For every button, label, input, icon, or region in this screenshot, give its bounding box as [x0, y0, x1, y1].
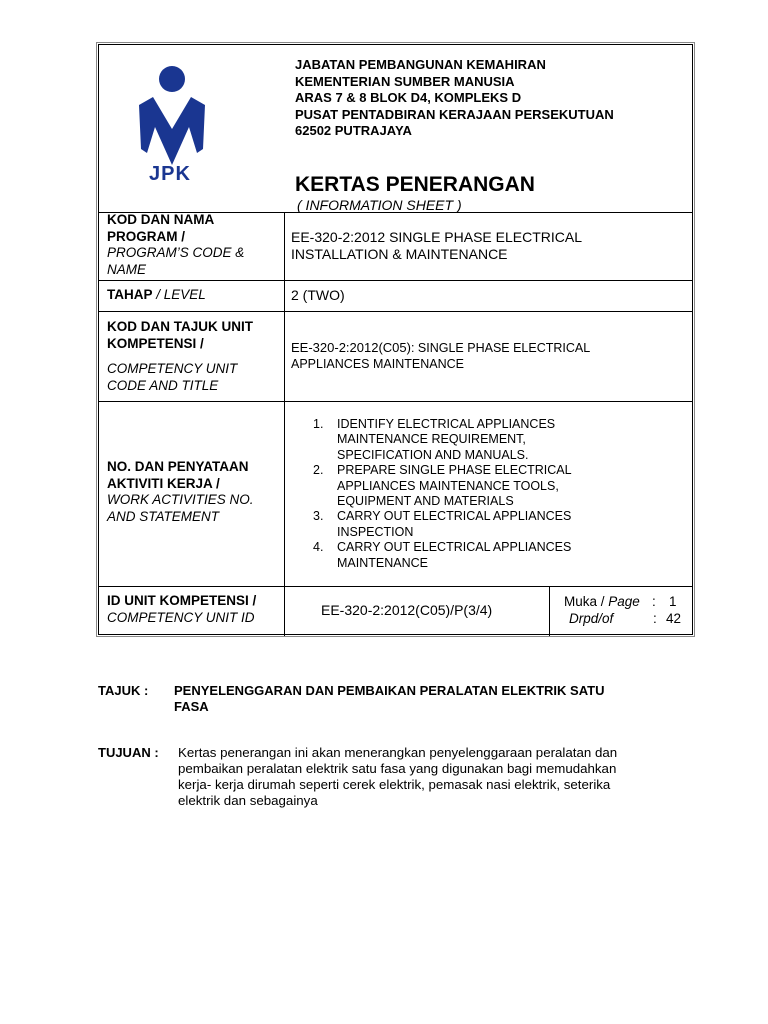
page-separator: : — [652, 594, 656, 609]
work-activities-list — [313, 417, 613, 571]
information-sheet-table — [98, 44, 693, 635]
competency-code: EE-320-2:2012(C05) — [291, 340, 411, 355]
competency-title-line: APPLIANCES MAINTENANCE — [291, 356, 464, 371]
tujuan-line: pembaikan peralatan elektrik satu fasa yang digunakan bagi memudahkan — [178, 761, 617, 776]
item-line: IDENTIFY ELECTRICAL APPLIANCES — [337, 417, 556, 431]
program-label — [107, 212, 244, 278]
tujuan-line: elektrik dan sebagainya — [178, 793, 318, 808]
org-line: KEMENTERIAN SUMBER MANUSIA — [295, 73, 515, 89]
of-label: Drpd/of — [569, 611, 614, 626]
column-divider — [284, 212, 285, 636]
logo-text: JPK — [149, 163, 191, 185]
document-title: KERTAS PENERANGAN — [295, 173, 535, 196]
divider — [99, 311, 692, 312]
program-value-line: INSTALLATION & MAINTENANCE — [291, 246, 508, 262]
item-number: 2. — [313, 463, 324, 478]
unit-id-label-bold: ID UNIT KOMPETENSI / — [107, 593, 257, 608]
competency-label-italic-1: COMPETENCY UNIT — [107, 361, 238, 376]
activities-label — [107, 459, 254, 525]
org-line: ARAS 7 & 8 BLOK D4, KOMPLEKS D — [295, 90, 522, 105]
tajuk-line: PENYELENGGARAN DAN PEMBAIKAN PERALATAN ELEKTRIK SATU — [174, 683, 605, 698]
page-label-italic: Page — [608, 594, 640, 609]
document-subtitle: ( INFORMATION SHEET ) — [297, 197, 462, 213]
of-separator: : — [653, 611, 657, 626]
competency-value — [291, 340, 590, 372]
item-line: MAINTENANCE REQUIREMENT, — [337, 432, 526, 447]
org-line: 62502 PUTRAJAYA — [295, 123, 412, 138]
program-label-bold-2: PROGRAM / — [107, 228, 186, 244]
level-label — [107, 287, 206, 304]
level-label-bold: TAHAP — [107, 287, 153, 302]
list-item — [313, 509, 613, 540]
page-info — [564, 593, 689, 627]
activities-label-italic-1: WORK ACTIVITIES NO. — [107, 492, 254, 507]
list-item — [313, 463, 613, 509]
jpk-logo-icon — [137, 65, 207, 165]
item-line: CARRY OUT ELECTRICAL APPLIANCES — [337, 540, 572, 555]
unit-id-label-italic: COMPETENCY UNIT ID — [107, 609, 255, 625]
activities-label-italic-2: AND STATEMENT — [107, 508, 220, 524]
column-divider — [549, 586, 550, 636]
item-number: 1. — [313, 417, 324, 431]
page-label: Muka / — [564, 594, 605, 609]
level-label-italic: / LEVEL — [152, 287, 206, 302]
tajuk-label: TAJUK : — [98, 683, 149, 698]
list-item — [313, 540, 613, 571]
item-line: PREPARE SINGLE PHASE ELECTRICAL — [337, 463, 572, 478]
unit-id-label — [107, 593, 256, 626]
program-value-line: EE-320-2:2012 SINGLE PHASE ELECTRICAL — [291, 229, 583, 245]
item-line: INSPECTION — [337, 524, 414, 539]
tajuk-line: FASA — [174, 699, 209, 714]
program-value — [291, 229, 582, 263]
competency-label-bold-1: KOD DAN TAJUK UNIT — [107, 319, 253, 334]
organization-address — [295, 57, 614, 140]
item-line: CARRY OUT ELECTRICAL APPLIANCES — [337, 509, 572, 524]
program-label-italic-2: NAME — [107, 261, 147, 277]
competency-label-italic-2: CODE AND TITLE — [107, 377, 219, 393]
page-number: 1 — [669, 594, 677, 609]
divider — [99, 401, 692, 402]
divider — [99, 280, 692, 281]
program-label-italic-1: PROGRAM’S CODE & — [107, 245, 245, 260]
unit-id-value: EE-320-2:2012(C05)/P(3/4) — [321, 602, 493, 618]
org-line: JABATAN PEMBANGUNAN KEMAHIRAN — [295, 57, 546, 72]
level-value: 2 (TWO) — [291, 287, 345, 303]
program-label-bold-1: KOD DAN NAMA — [107, 212, 215, 227]
item-line: EQUIPMENT AND MATERIALS — [337, 494, 514, 509]
item-line: SPECIFICATION AND MANUALS. — [337, 447, 529, 462]
item-line: APPLIANCES MAINTENANCE TOOLS, — [337, 478, 559, 493]
item-number: 4. — [313, 540, 324, 555]
competency-title-part: : SINGLE PHASE ELECTRICAL — [410, 341, 591, 355]
list-item — [313, 417, 613, 463]
competency-label-bold-2: KOMPETENSI / — [107, 335, 204, 351]
tujuan-label: TUJUAN : — [98, 745, 159, 760]
org-line: PUSAT PENTADBIRAN KERAJAAN PERSEKUTUAN — [295, 106, 614, 122]
activities-label-bold-2: AKTIVITI KERJA / — [107, 475, 220, 491]
tajuk-text — [174, 683, 604, 715]
item-line: MAINTENANCE — [337, 555, 428, 570]
competency-label — [107, 319, 253, 394]
activities-label-bold-1: NO. DAN PENYATAAN — [107, 459, 249, 474]
tujuan-line: Kertas penerangan ini akan menerangkan penyelenggaraan peralatan dan — [178, 745, 618, 760]
total-pages: 42 — [666, 611, 682, 626]
tujuan-text — [178, 745, 617, 809]
divider — [99, 586, 692, 587]
item-number: 3. — [313, 509, 324, 524]
tujuan-line: kerja- kerja dirumah seperti cerek elektrik, pemasak nasi elektrik, seterika — [178, 777, 611, 792]
